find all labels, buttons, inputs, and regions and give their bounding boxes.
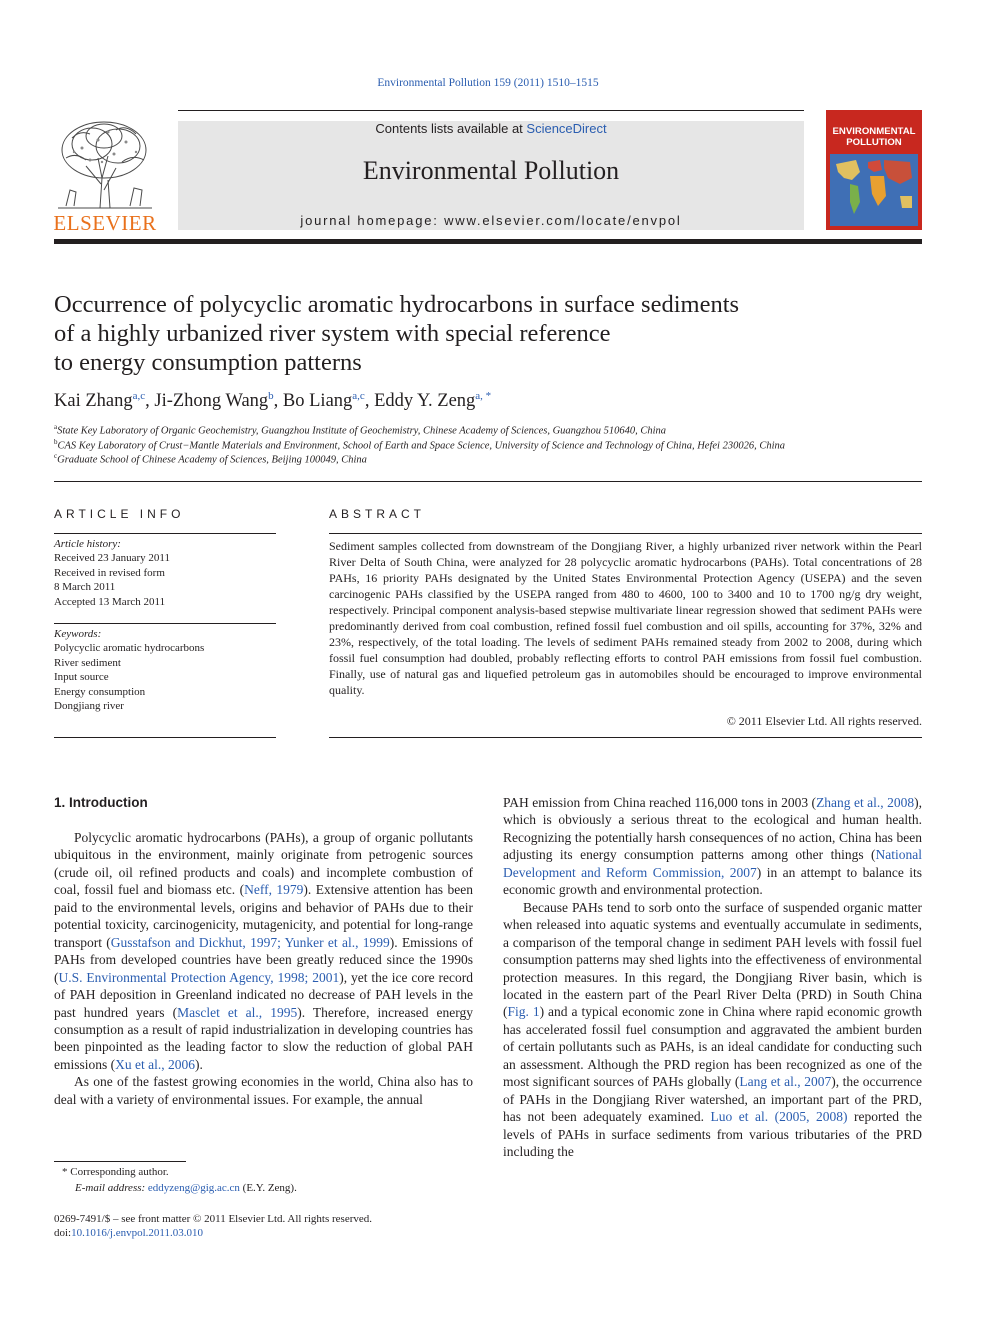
- history-item: Received in revised form: [54, 566, 165, 579]
- abstract-heading: ABSTRACT: [329, 507, 426, 521]
- doi-prefix: doi:: [54, 1227, 72, 1239]
- sciencedirect-link[interactable]: ScienceDirect: [526, 121, 607, 136]
- body-text: ), yet the ice core record of PAH deposition in Greenland indicated no decrease of PAH levels in the past hundred years (: [54, 969, 474, 1020]
- author-separator: ,: [364, 391, 375, 411]
- keyword: River sediment: [54, 656, 121, 669]
- body-text: ). Emissions of PAHs from developed countries have been greatly reduced since the 1990s (: [54, 934, 473, 985]
- journal-cover[interactable]: [826, 110, 922, 230]
- citation-link[interactable]: Neff, 1979: [244, 882, 304, 898]
- body-column-right: [503, 794, 922, 1161]
- header-top-rule: [178, 110, 804, 111]
- author-separator: ,: [273, 391, 283, 411]
- body-text: ).: [195, 1056, 203, 1072]
- affiliation: [54, 438, 924, 452]
- body-text: ), the occurrence of PAHs in the Dongjiang River watershed, an important part of the PRD, has not been adequately examined.: [503, 1074, 922, 1125]
- affiliation: [54, 423, 924, 437]
- body-text: ) in an attempt to balance its economic growth and environmental protection.: [503, 864, 922, 898]
- body-paragraph: [503, 899, 922, 1161]
- email-link[interactable]: eddyzeng@gig.ac.cn: [147, 1182, 240, 1194]
- corresponding-author-note: * Corresponding author.: [62, 1166, 169, 1178]
- citation-link[interactable]: Gusstafson and Dickhut, 1997; Yunker et al., 1999: [110, 934, 390, 950]
- cover-title-line1: ENVIRONMENTAL: [832, 126, 916, 137]
- elsevier-wordmark: ELSEVIER: [53, 211, 157, 235]
- email-footnote: [75, 1181, 475, 1197]
- email-label: E-mail address:: [75, 1182, 148, 1194]
- body-text: reported the levels of PAHs in surface sediments from various tributaries of the PRD including the: [503, 1109, 922, 1160]
- author-affiliation-mark[interactable]: a, *: [475, 390, 492, 402]
- keywords-rule: [54, 623, 276, 624]
- issn-line: 0269-7491/$ – see front matter © 2011 Elsevier Ltd. All rights reserved.: [54, 1213, 373, 1225]
- article-info-rule: [54, 533, 276, 534]
- body-text: As one of the fastest growing economies in the world, China also has to deal with a variety of environmental issues. For example, the annual: [54, 1074, 473, 1107]
- header-bottom-rule: [54, 239, 922, 244]
- doi-line: [54, 1226, 534, 1242]
- homepage-url[interactable]: www.elsevier.com/locate/envpol: [444, 213, 682, 228]
- body-paragraph: [503, 794, 922, 899]
- elsevier-logo: [52, 118, 158, 234]
- title-line: to energy consumption patterns: [54, 349, 362, 376]
- homepage-line: [178, 213, 804, 228]
- elsevier-tree-icon: [52, 118, 158, 210]
- journal-reference[interactable]: Environmental Pollution 159 (2011) 1510–1515: [377, 77, 599, 89]
- author-name[interactable]: Bo Liang: [282, 391, 353, 411]
- keyword: Energy consumption: [54, 685, 146, 698]
- doi-link[interactable]: 10.1016/j.envpol.2011.03.010: [71, 1227, 204, 1239]
- history-item: 8 March 2011: [54, 581, 116, 594]
- citation-link[interactable]: Masclet et al., 1995: [177, 1004, 298, 1020]
- article-info-bottom-rule: [54, 737, 276, 738]
- article-info-heading: ARTICLE INFO: [54, 507, 185, 521]
- contents-prefix: Contents lists available at: [375, 121, 527, 136]
- affiliation-text: Graduate School of Chinese Academy of Sciences, Beijing 100049, China: [57, 454, 367, 466]
- citation-link[interactable]: Fig. 1: [507, 1004, 540, 1020]
- article-title: [54, 290, 924, 377]
- affiliation-text: CAS Key Laboratory of Crust−Mantle Materials and Environment, School of Earth and Space Science, University of Science and Technology of China, Hefei 230026, China: [57, 440, 785, 452]
- keywords-label: Keywords:: [54, 628, 102, 640]
- abstract-rule: [329, 533, 922, 534]
- history-item: Accepted 13 March 2011: [54, 595, 166, 608]
- citation-link[interactable]: Luo et al. (2005, 2008): [710, 1109, 848, 1125]
- citation-link[interactable]: Zhang et al., 2008: [816, 795, 915, 810]
- body-text: Polycyclic aromatic hydrocarbons (PAHs), a group of organic pollutants ubiquitous in the environment, mainly originate from petrogenic sources (crude oil, oil refined products and coals) and incomplete combustion of coal, fossil fuel and biomass etc. (: [54, 830, 473, 898]
- body-text: PAH emission from China reached 116,000 tons in 2003 (: [503, 795, 817, 810]
- author-list: [54, 391, 924, 412]
- author-name[interactable]: Kai Zhang: [54, 391, 133, 411]
- citation-link[interactable]: Lang et al., 2007: [739, 1074, 832, 1090]
- author-affiliation-mark[interactable]: a,c: [132, 390, 146, 402]
- article-history: [54, 537, 276, 609]
- abstract-bottom-rule: [329, 737, 922, 738]
- cover-title: [826, 126, 922, 148]
- section-rule: [54, 481, 922, 482]
- citation-link[interactable]: Xu et al., 2006: [115, 1056, 196, 1072]
- body-text: ) and a typical economic zone in China where rapid economic growth has accelerated fossil fuel consumption and aggravated the ambient burden of certain pollutants such as PAHs, is an ideal candidate for conducting such an assessment. Although the PRD region has been recognized as one of the most significant sources of PAHs globally (: [503, 1004, 922, 1090]
- author-separator: ,: [145, 391, 155, 411]
- keyword: Input source: [54, 671, 109, 684]
- body-column-left: [54, 829, 473, 1108]
- cover-title-line2: POLLUTION: [846, 137, 902, 148]
- affiliation-mark: b: [54, 438, 58, 446]
- abstract-text: Sediment samples collected from downstream of the Dongjiang River, a highly urbanized river network within the Pearl River Delta of South China, were analyzed for 28 polycyclic aromatic hydrocarbons (PAHs). Total concentrations of 28 PAHs, 16 priority PAHs designated by the United States Environmental Protection Agency (USEPA) and the seven carcinogenic PAHs classified by the USEPA ranged from 480 to 4600, 100 to 3400 and 10 to 1700 ng/g dry weight, respectively. Principal component analysis-based stepwise multivariate linear regression showed that sediment PAHs were predominantly derived from coal combustion, refined fossil fuel combustion and oil spills, accounting for 37%, 32% and 23%, respectively, of the total loading. The levels of sediment PAHs remained steady from 2002 to 2008, during which fossil fuel consumption had doubled, probably reflecting efforts to control PAH emissions from fossil fuel combustion. Finally, use of natural gas and liquefied petroleum gas in automobiles should be encouraged to improve environmental quality.: [329, 539, 922, 697]
- author-affiliation-mark[interactable]: b: [268, 390, 274, 402]
- body-text: ). Extensive attention has been paid to the environmental levels, origins and behavior of PAHs due to their potential toxicity, carcinogenicity, mutagenicity, and potential for long-range transport (: [54, 882, 473, 950]
- contents-line: [178, 121, 804, 136]
- title-line: Occurrence of polycyclic aromatic hydrocarbons in surface sediments: [54, 291, 740, 318]
- history-item: Received 23 January 2011: [54, 552, 170, 565]
- body-paragraph: [54, 1073, 473, 1108]
- body-text: ), which is obviously a serious threat to the ecological and human health. Recognizing the potentially harsh consequences of no action, China has been adjusting its energy consumption patterns among other things (: [503, 795, 922, 863]
- homepage-prefix: journal homepage:: [300, 213, 445, 228]
- citation-link[interactable]: U.S. Environmental Protection Agency, 1998; 2001: [58, 969, 340, 985]
- body-text: Because PAHs tend to sorb onto the surface of suspended organic matter when released into aquatic systems and eventually accumulate in sediments, a comparison of the temporal change in sediment PAH levels with fossil fuel consumption patterns may shed lights into the effectiveness of environmental protection measures. In this regard, the Dongjiang River basin, which is located in the eastern part of the Pearl River Delta (PRD) in South China (: [503, 899, 922, 1020]
- title-line: of a highly urbanized river system with special reference: [54, 320, 611, 347]
- keyword: Polycyclic aromatic hydrocarbons: [54, 642, 205, 655]
- article-history-label: Article history:: [54, 538, 121, 550]
- email-suffix: (E.Y. Zeng).: [239, 1182, 297, 1194]
- keywords-block: [54, 627, 276, 713]
- affiliation-mark: a: [54, 423, 58, 431]
- affiliation-mark: c: [54, 452, 58, 460]
- affiliation-text: State Key Laboratory of Organic Geochemistry, Guangzhou Institute of Geochemistry, Chinese Academy of Sciences, Guangzhou 510640, China: [57, 425, 667, 437]
- footnote-rule: [54, 1161, 186, 1162]
- author-affiliation-mark[interactable]: a,c: [352, 390, 365, 402]
- author-name[interactable]: Ji-Zhong Wang: [154, 391, 269, 411]
- affiliation: [54, 452, 924, 466]
- journal-name: Environmental Pollution: [362, 156, 620, 185]
- citation-link[interactable]: National Development and Reform Commission, 2007: [503, 847, 922, 880]
- introduction-heading: 1. Introduction: [54, 795, 148, 810]
- abstract-copyright: © 2011 Elsevier Ltd. All rights reserved.: [726, 714, 922, 728]
- body-text: ). Therefore, increased energy consumption as a result of rapid industrialization in developing countries has been pinpointed as the leading factor to slow the reduction of global PAH emissions (: [54, 1004, 473, 1072]
- body-paragraph: [54, 829, 473, 1073]
- world-map-icon: [830, 154, 918, 226]
- author-name[interactable]: Eddy Y. Zeng: [374, 391, 476, 411]
- keyword: Dongjiang river: [54, 700, 124, 713]
